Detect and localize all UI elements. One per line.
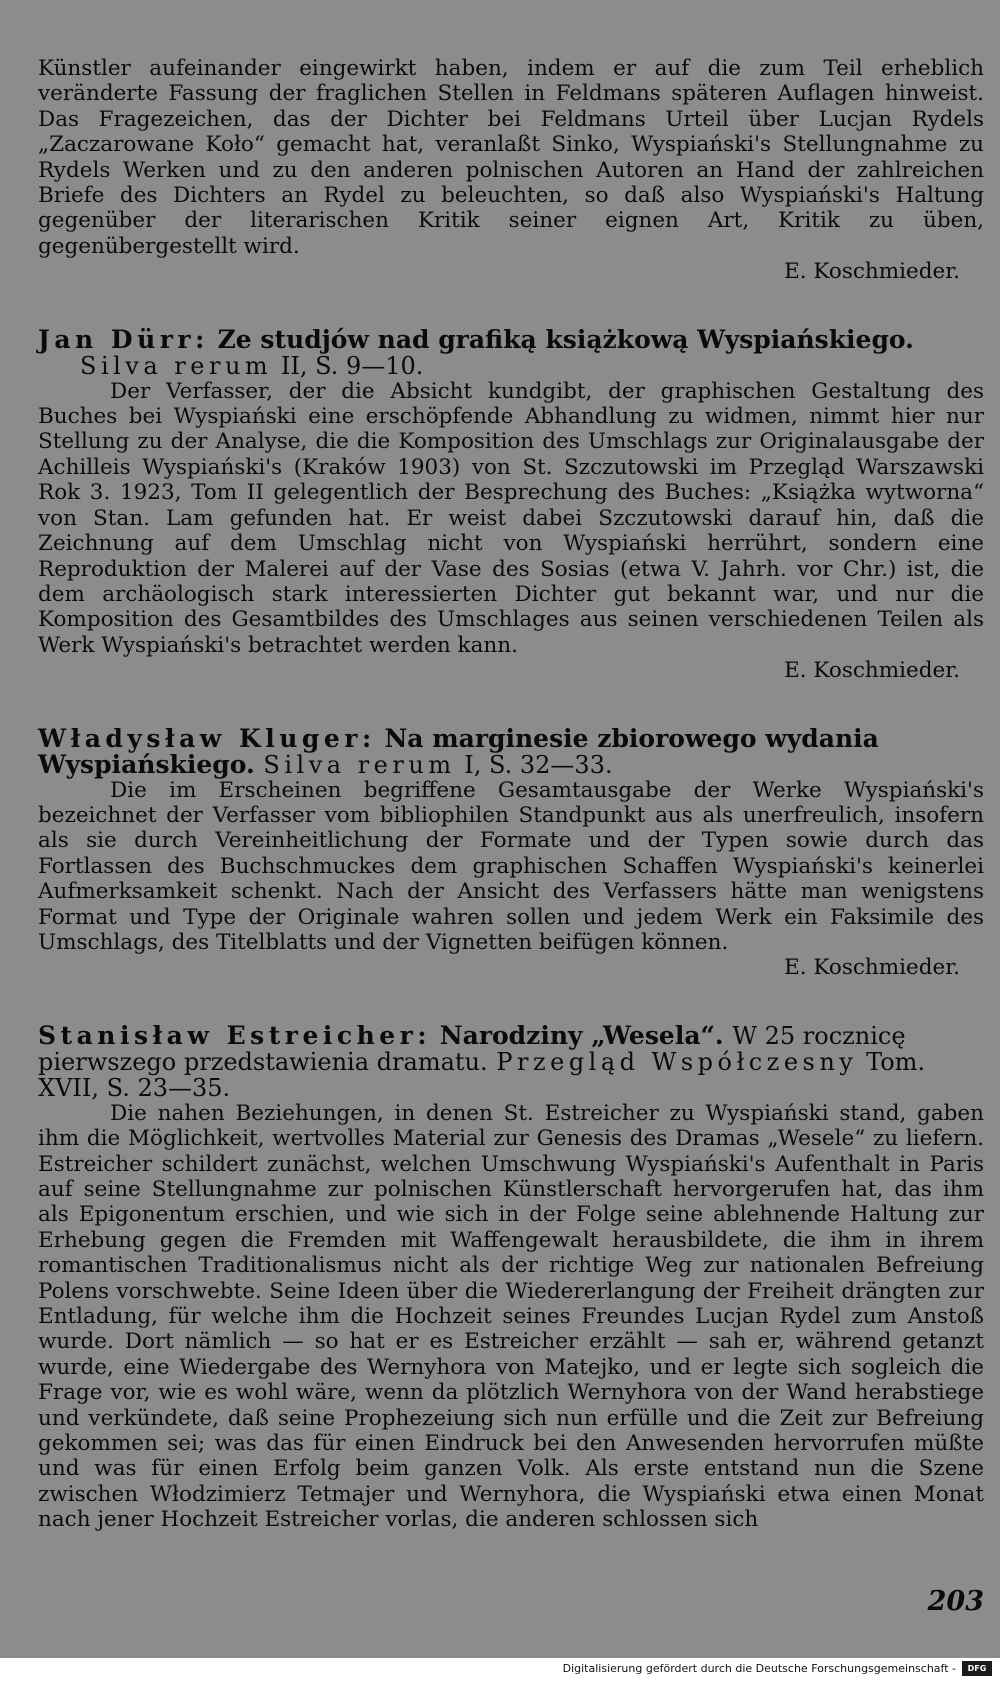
entry-signature: E. Koschmieder.: [784, 658, 960, 684]
author-name: Jan Dürr:: [38, 324, 209, 354]
review-entry-estreicher: [38, 1020, 984, 1533]
digitization-footer: [0, 1658, 1000, 1681]
entry-text: Die nahen Beziehungen, in denen St. Estreicher zu Wyspiański stand, gaben ihm die Möglichkeit, wertvolles Material zur Genesis des Dramas „Wesele“ zu liefern. Estreicher schildert zunächst, welchen Umschwung Wyspiański's Aufenthalt in Paris auf seine Stellungnahme zur polnischen Künstlerschaft hervorgerufen hat, das ihm als Epigonentum erschien, und wie sich in der Folge seine ablehnende Haltung zur Erhebung gegen die Fremden mit Waffengewalt herausbildete, die ihm in ihrem romantischen Traditionalismus nicht als der richtige Weg zur nationalen Befreiung Polens vorschwebte. Seine Ideen über die Wiedererlangung der Freiheit drängten zur Entladung, für welche ihm die Hochzeit seines Freundes Lucjan Rydel zum Anstoß wurde. Dort nämlich — so hat er es Estreicher erzählt — sah er, während getanzt wurde, eine Wiedergabe des Wernyhora von Matejko, und er legte sich sogleich die Frage vor, wie es wohl wäre, wenn da plötzlich Wernyhora von der Wand herabstiege und verkündete, daß seine Prophezeiung sich nun erfülle und die Zeit zur Befreiung gekommen sei; was das für einen Eindruck bei den Anwesenden hervorrufen müßte und was für einen Erfolg beim ganzen Volk. Als erste entstand nun die Szene zwischen Włodzimierz Tetmajer und Wernyhora, die Wyspiański etwa einen Monat nach jener Hochzeit Estreicher vorlas, die anderen schlossen sich: [38, 1100, 984, 1533]
source-ref: I, S. 32—33.: [464, 750, 613, 779]
footer-credit: Digitalisierung gefördert durch die Deutsche Forschungsgemeinschaft -: [562, 1662, 956, 1675]
source-ref: Tom. XVII, S. 23—35.: [38, 1047, 926, 1102]
source-ref: II, S. 9—10.: [280, 351, 424, 380]
review-entry-kluger: [38, 723, 984, 981]
intro-paragraph: Künstler aufeinander eingewirkt haben, indem er auf die zum Teil erheblich veränderte Fassung der fraglichen Stellen in Feldmans späteren Auflagen hinweist. Das Fragezeichen, das der Dichter bei Feldmans Urteil über Lucjan Rydels „Zaczarowane Koło“ gemacht hat, veranlaßt Sinko, Wyspiański's Stellungnahme zu Rydels Werken und zu den anderen polnischen Autoren an Hand der zahlreichen Briefe des Dichters an Rydel zu beleuchten, so daß also Wyspiański's Haltung gegenüber der literarischen Kritik seiner eignen Art, Kritik zu üben, gegenübergestellt wird.: [38, 56, 984, 259]
work-title: Ze studjów nad grafiką książkową Wyspiańskiego.: [217, 324, 914, 354]
document-page: [38, 56, 984, 1533]
source-name: Silva rerum: [263, 750, 456, 779]
work-title: Narodziny „Wesela“.: [439, 1020, 724, 1050]
work-title: Na marginesie zbiorowego wydania Wyspiańskiego.: [38, 723, 879, 779]
source-name: Przegląd Współczesny: [496, 1047, 858, 1076]
review-entry-durr: [38, 324, 984, 684]
entry-heading: [38, 324, 984, 380]
work-subtitle: W 25 rocznicę pierwszego przedstawienia dramatu.: [38, 1021, 906, 1076]
entry-heading: [38, 723, 984, 779]
entry-text: Der Verfasser, der die Absicht kundgibt, der graphischen Gestaltung des Buches bei Wyspiański eine erschöpfende Abhandlung zu widmen, nimmt hier nur Stellung zu der Analyse, die die Komposition des Umschlags zur Originalausgabe der Achilleis Wyspiański's (Kraków 1903) von St. Szczutowski im Przegląd Warszawski Rok 3. 1923, Tom II gelegentlich der Besprechung des Buches: „Książka wytworna“ von Stan. Lam gefunden hat. Er weist dabei Szczutowski darauf hin, daß die Zeichnung auf dem Umschlag nicht von Wyspiański herrührt, sondern eine Reproduktion der Malerei auf der Vase des Sosias (etwa V. Jahrh. vor Chr.) ist, die dem archäologisch stark interessierten Dichter gut bekannt war, und nur die Komposition des Gesamtbildes des Umschlages aus seinen verschiedenen Teilen als Werk Wyspiański's betrachtet werden kann.: [38, 378, 984, 658]
dfg-logo-icon: DFG: [962, 1661, 992, 1676]
entry-heading: [38, 1020, 984, 1102]
entry-signature: E. Koschmieder.: [784, 955, 960, 981]
page-number: 203: [927, 1586, 984, 1617]
author-name: Stanisław Estreicher:: [38, 1020, 432, 1050]
intro-signature: E. Koschmieder.: [784, 259, 960, 285]
source-name: Silva rerum: [80, 351, 273, 380]
entry-text: Die im Erscheinen begriffene Gesamtausgabe der Werke Wyspiański's bezeichnet der Verfasser vom bibliophilen Standpunkt aus als unerfreulich, insofern als sie durch Vereinheitlichung der Formate und der Typen sowie durch das Fortlassen des Buchschmuckes dem graphischen Schaffen Wyspiański's keinerlei Aufmerksamkeit schenkt. Nach der Ansicht des Verfassers hätte man wenigstens Format und Type der Originale wahren sollen und jedem Werk ein Faksimile des Umschlags, des Titelblatts und der Vignetten beifügen können.: [38, 777, 984, 955]
author-name: Władysław Kluger:: [38, 723, 376, 753]
